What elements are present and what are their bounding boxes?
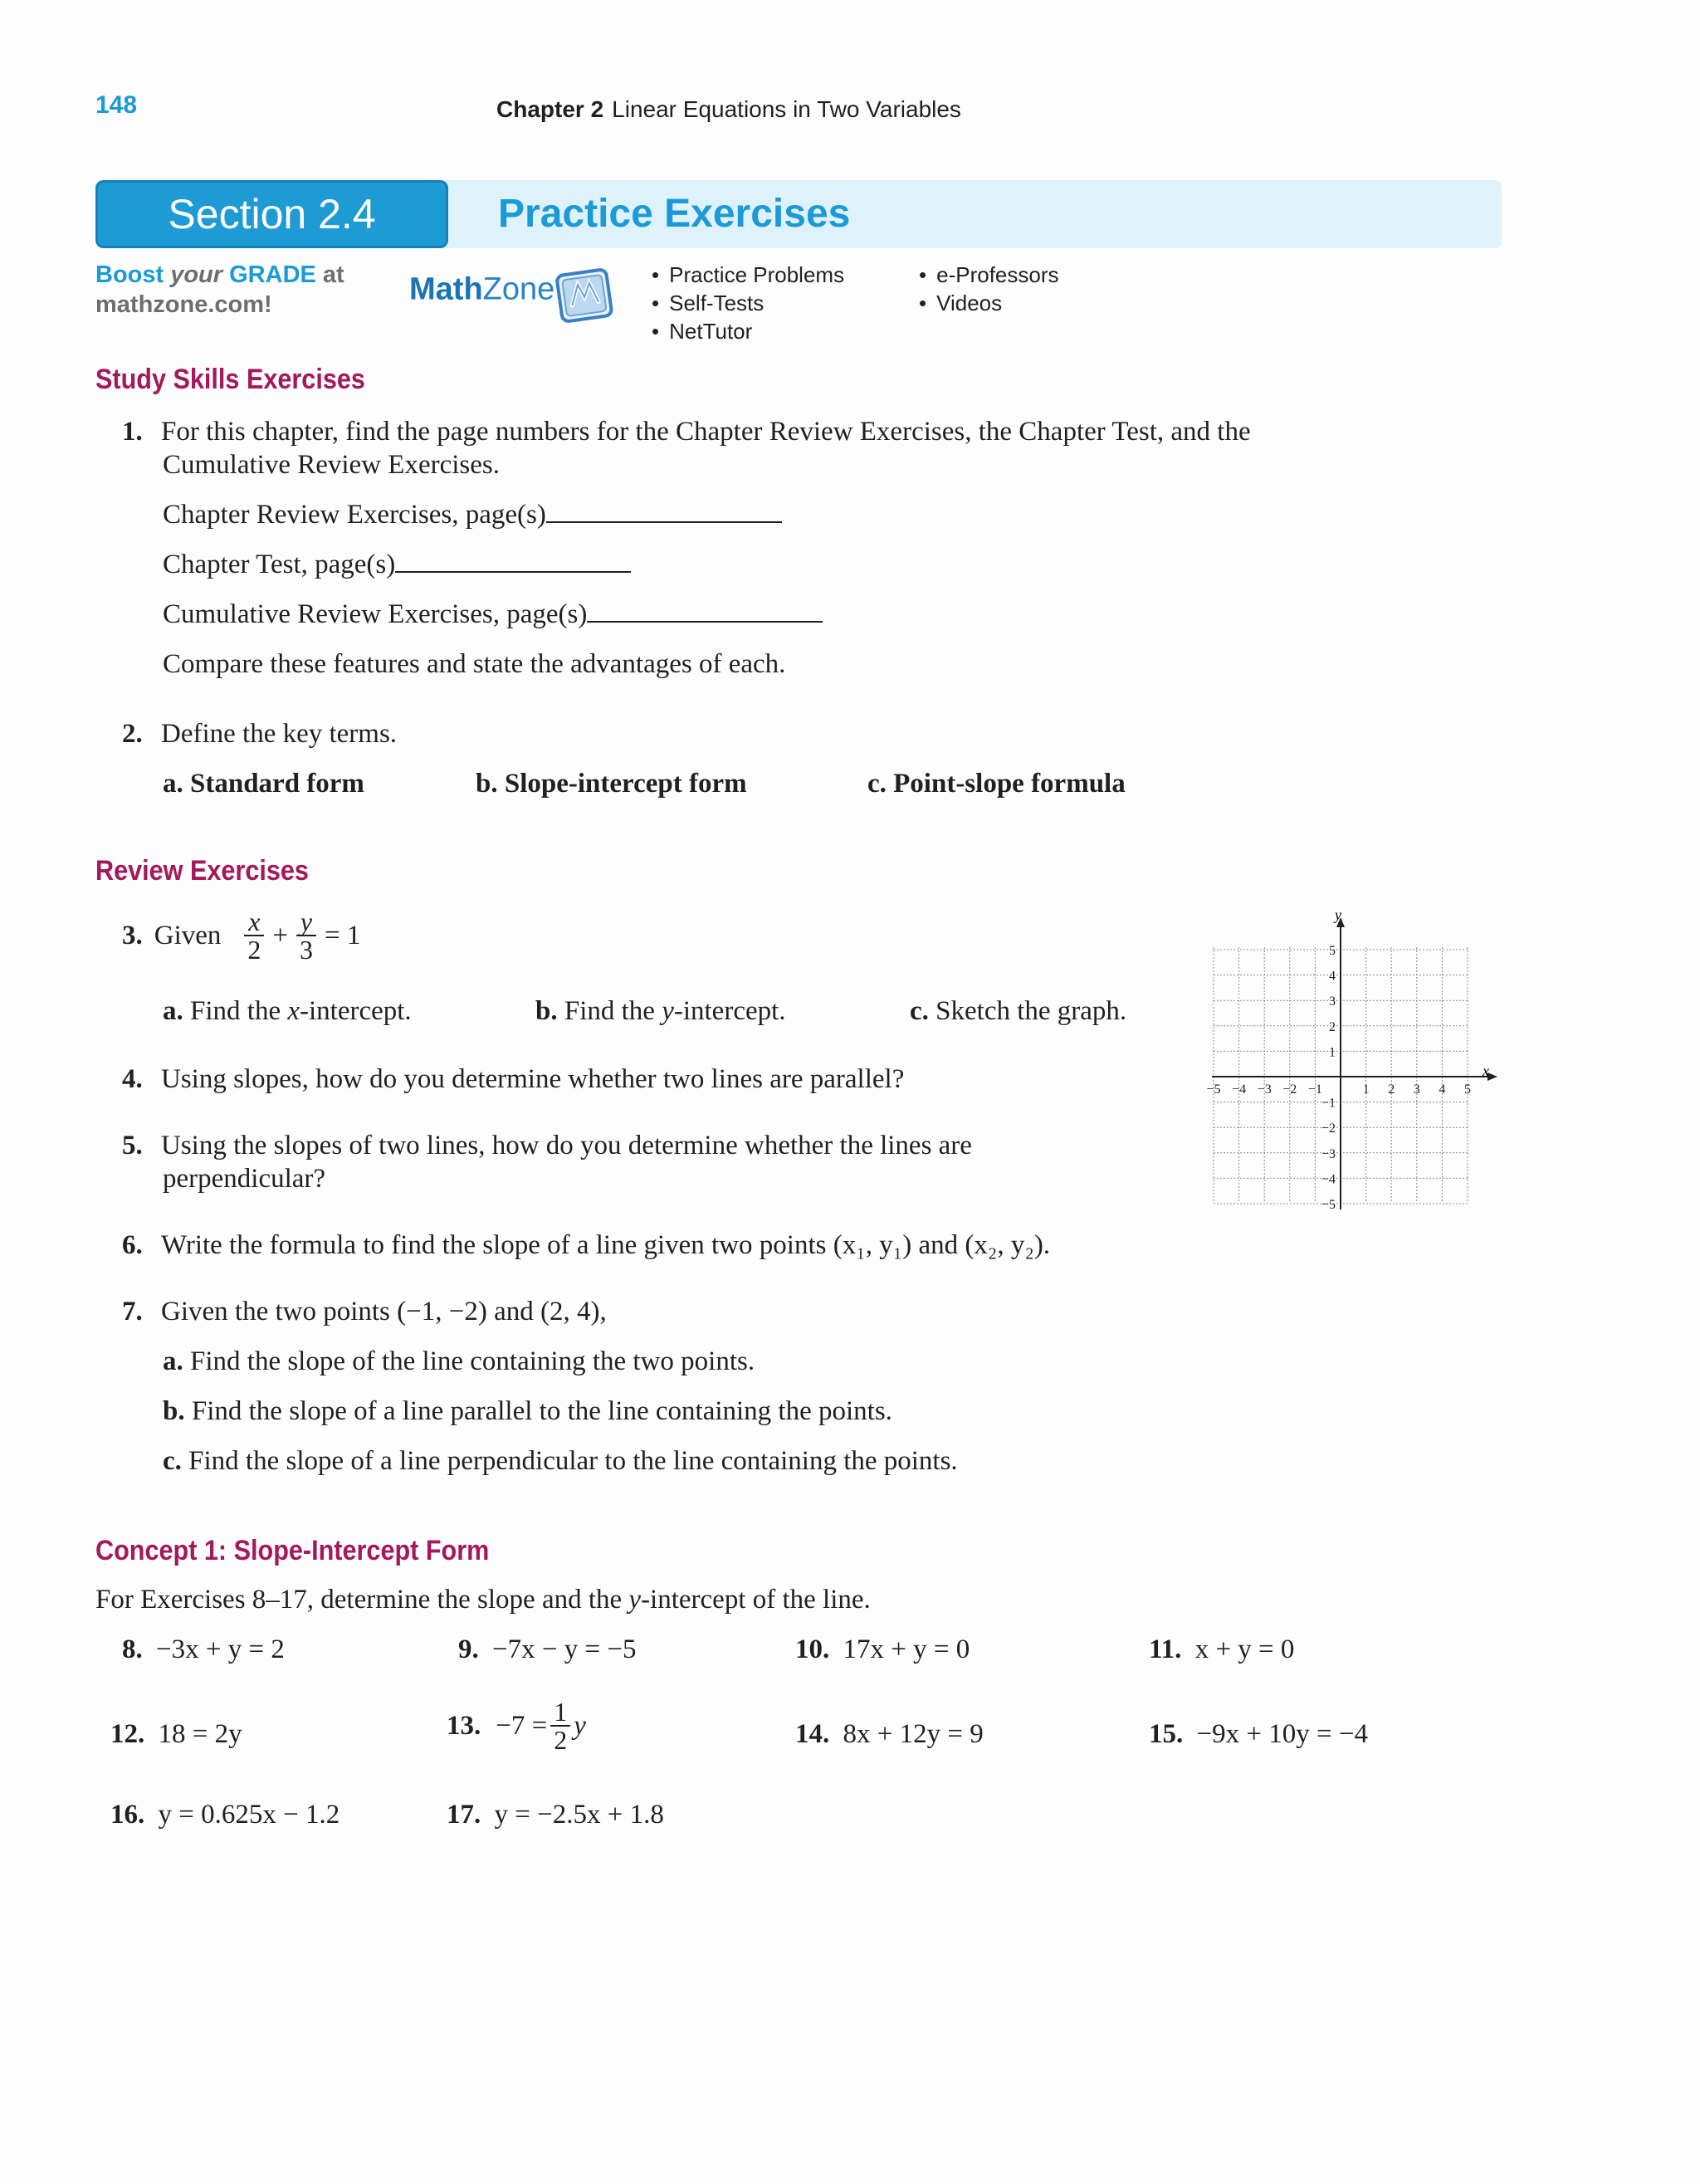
y-tick-label: 4 (1329, 969, 1336, 984)
y-tick-label: −2 (1321, 1121, 1336, 1136)
exercise-number: 16. (110, 1800, 145, 1830)
exercise-1-line2: Cumulative Review Exercises. (163, 450, 500, 480)
exercise-9 (458, 1634, 636, 1665)
exercise-text: Define the key terms. (161, 719, 398, 749)
x-tick-label: −1 (1307, 1082, 1322, 1097)
exercise-number: 6. (122, 1230, 143, 1260)
equation: y = 0.625x − 1.2 (158, 1800, 340, 1830)
variable: y (574, 1710, 586, 1741)
part-text: -intercept. (673, 996, 786, 1026)
x-tick-label: −5 (1206, 1082, 1221, 1097)
concept-1-heading: Concept 1: Slope-Intercept Form (95, 1535, 490, 1566)
cumulative-review-field (163, 599, 823, 630)
exercise-17 (447, 1800, 664, 1830)
exercise-number: 9. (458, 1634, 479, 1664)
coordinate-grid[interactable] (1187, 909, 1502, 1216)
boost-grade-text (95, 260, 344, 320)
x-axis-label: x (1483, 1063, 1489, 1079)
chapter-review-field (163, 500, 782, 530)
denominator: 2 (550, 1725, 570, 1753)
mathzone-url: mathzone.com! (95, 291, 272, 318)
equation: 17x + y = 0 (843, 1634, 970, 1664)
part-text: Find the (564, 996, 662, 1026)
boost-your: your (170, 261, 223, 288)
exercise-13 (447, 1698, 586, 1753)
exercise-3a (163, 996, 412, 1027)
exercise-number: 7. (122, 1297, 143, 1327)
part-text: -intercept. (300, 996, 412, 1026)
field-label: Chapter Test, page(s) (163, 550, 396, 579)
mathzone-wordmark (409, 272, 554, 307)
mathzone-badge-icon (551, 264, 618, 329)
exercise-15 (1149, 1719, 1368, 1750)
resource-list-2 (919, 261, 1059, 317)
chapter-title: Linear Equations in Two Variables (612, 96, 961, 122)
answer-blank[interactable] (546, 518, 782, 523)
chapter-test-field (163, 550, 631, 580)
intro-text: -intercept of the line. (641, 1585, 871, 1615)
y-tick-label: −1 (1321, 1096, 1336, 1111)
part-label: c. (910, 996, 929, 1026)
exercise-number: 14. (795, 1719, 830, 1749)
chapter-label: Chapter 2 (496, 96, 604, 122)
exercise-10 (795, 1634, 970, 1665)
numerator: x (248, 906, 261, 936)
study-skills-heading: Study Skills Exercises (95, 364, 365, 395)
part-label: b. (535, 996, 558, 1026)
exercise-number: 4. (122, 1064, 143, 1094)
exercise-text: Write the formula to find the slope of a line given two points (x₁, y₁) and (x₂, y₂). (161, 1230, 1051, 1260)
equation: 18 = 2y (158, 1719, 242, 1749)
section-tab: Section 2.4 (95, 180, 448, 248)
tick-labels (1206, 944, 1471, 1212)
axes (1212, 909, 1497, 1209)
part-text: Sketch the graph. (935, 996, 1127, 1026)
key-term-a: a. Standard form (163, 769, 364, 799)
variable: y (628, 1585, 642, 1615)
x-tick-label: 2 (1388, 1082, 1395, 1097)
variable: y (662, 996, 674, 1026)
exercise-text: Using the slopes of two lines, how do you determine whether the lines are (161, 1131, 972, 1160)
x-tick-label: −2 (1282, 1082, 1297, 1097)
exercise-11 (1149, 1634, 1294, 1665)
banner-title: Practice Exercises (498, 192, 851, 236)
equation-rhs: = 1 (325, 920, 361, 950)
y-axis-label: y (1335, 909, 1341, 923)
boost-word: Boost (95, 261, 171, 288)
exercise-6 (122, 1230, 1050, 1261)
running-head (496, 96, 961, 123)
exercise-text: For this chapter, find the page numbers for the Chapter Review Exercises, the Chapter Test, and the (161, 417, 1251, 447)
y-tick-label: −5 (1321, 1198, 1336, 1212)
exercise-number: 11. (1149, 1634, 1182, 1664)
exercise-12 (110, 1719, 242, 1750)
exercise-14 (795, 1719, 984, 1750)
y-tick-label: 3 (1329, 994, 1336, 1009)
plus-sign: + (272, 920, 289, 950)
part-text: Find the (190, 996, 288, 1026)
exercise-1-closing: Compare these features and state the advantages of each. (163, 649, 786, 679)
resource-item[interactable]: • Practice Problems (652, 261, 844, 289)
x-tick-label: 1 (1362, 1082, 1370, 1097)
exercise-number: 8. (122, 1634, 143, 1664)
equation: x + y = 0 (1194, 1634, 1295, 1664)
resource-item[interactable]: • Self-Tests (652, 289, 844, 317)
equation: −3x + y = 2 (156, 1634, 285, 1664)
exercise-5 (122, 1131, 972, 1161)
x-tick-label: 4 (1439, 1082, 1446, 1097)
fraction-x-over-2 (244, 908, 264, 963)
denominator: 3 (296, 935, 316, 963)
y-tick-label: −4 (1321, 1172, 1336, 1187)
exercise-number: 1. (122, 417, 143, 447)
exercise-2 (122, 719, 397, 750)
field-label: Cumulative Review Exercises, page(s) (163, 599, 588, 629)
exercise-4 (122, 1064, 904, 1095)
exercise-number: 10. (795, 1634, 830, 1664)
exercise-number: 15. (1149, 1719, 1184, 1749)
part-label: a. (163, 1346, 183, 1376)
answer-blank[interactable] (587, 618, 823, 623)
variable: x (287, 996, 300, 1026)
exercise-number: 3. (122, 920, 143, 950)
exercise-text: Using slopes, how do you determine whether two lines are parallel? (161, 1064, 905, 1094)
exercise-8 (122, 1634, 285, 1665)
part-text: Find the slope of a line parallel to the line containing the points. (191, 1396, 892, 1426)
exercise-3 (122, 908, 360, 963)
exercise-1 (122, 417, 1251, 447)
boost-at: at (315, 261, 344, 288)
exercise-5-line2: perpendicular? (163, 1164, 326, 1194)
exercise-number: 12. (110, 1719, 145, 1749)
field-label: Chapter Review Exercises, page(s) (163, 500, 546, 530)
exercise-7 (122, 1297, 607, 1327)
exercise-7a (163, 1346, 755, 1377)
mathzone-word-math: Math (409, 271, 483, 307)
x-tick-label: −4 (1232, 1082, 1247, 1097)
answer-blank[interactable] (395, 568, 631, 573)
y-tick-label: 1 (1329, 1045, 1336, 1060)
exercise-7c (163, 1446, 958, 1477)
key-term-b: b. Slope-intercept form (476, 769, 747, 799)
page-number: 148 (95, 91, 138, 119)
denominator: 2 (244, 935, 264, 963)
concept-1-intro (95, 1585, 871, 1615)
key-term-c: c. Point-slope formula (867, 769, 1126, 799)
given-label: Given (154, 920, 222, 950)
intro-text: For Exercises 8–17, determine the slope and the (95, 1585, 629, 1615)
equation: 8x + 12y = 9 (843, 1719, 984, 1749)
exercise-number: 2. (122, 719, 143, 749)
resource-item[interactable]: • e-Professors (919, 261, 1059, 289)
resource-item[interactable]: • Videos (919, 289, 1059, 317)
x-tick-label: 3 (1413, 1082, 1420, 1097)
y-tick-label: 2 (1329, 1019, 1336, 1034)
part-label: c. (163, 1446, 182, 1476)
equation: −7x − y = −5 (492, 1634, 637, 1664)
part-label: b. (163, 1396, 185, 1426)
exercise-number: 17. (447, 1800, 481, 1830)
mathzone-logo (409, 264, 618, 329)
exercise-16 (110, 1800, 340, 1830)
fraction-y-over-3 (296, 908, 316, 963)
exercise-3c (910, 996, 1126, 1027)
equation: −9x + 10y = −4 (1196, 1719, 1368, 1749)
review-heading: Review Exercises (95, 855, 309, 887)
mathzone-word-zone: Zone (482, 271, 555, 307)
exercise-text: Given the two points (−1, −2) and (2, 4), (161, 1297, 607, 1327)
y-tick-label: 5 (1329, 944, 1336, 958)
equation-lhs: −7 = (496, 1710, 548, 1741)
resource-item[interactable]: • NetTutor (652, 317, 844, 345)
exercise-3b (535, 996, 786, 1027)
boost-grade: GRADE (222, 261, 316, 288)
exercise-number: 13. (447, 1710, 481, 1741)
resource-list-1 (652, 261, 844, 345)
y-tick-label: −3 (1321, 1146, 1336, 1161)
equation: y = −2.5x + 1.8 (494, 1800, 664, 1830)
part-text: Find the slope of a line perpendicular to the line containing the points. (188, 1446, 958, 1476)
part-text: Find the slope of the line containing the two points. (190, 1346, 755, 1376)
numerator: 1 (554, 1697, 568, 1727)
part-label: a. (163, 996, 183, 1026)
x-tick-label: 5 (1464, 1082, 1471, 1097)
numerator: y (300, 906, 313, 936)
exercise-number: 5. (122, 1131, 143, 1160)
x-tick-label: −3 (1257, 1082, 1272, 1097)
exercise-7b (163, 1396, 892, 1427)
fraction-one-half (550, 1698, 570, 1753)
